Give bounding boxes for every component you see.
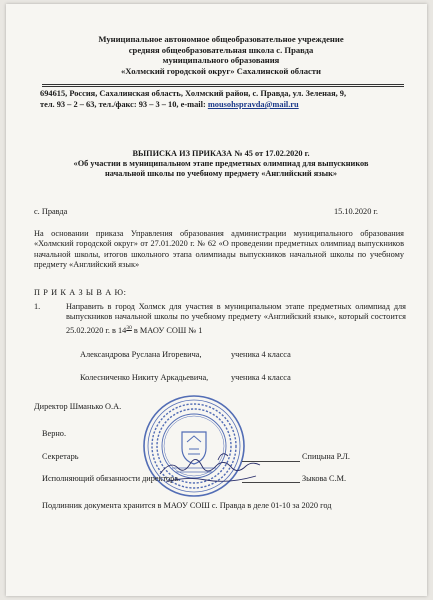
item-text-tail: в МАОУ СОШ № 1: [131, 325, 203, 335]
date-text: 15.10.2020 г.: [334, 207, 378, 216]
secretary-signature-line: [242, 461, 300, 462]
place-text: с. Правда: [34, 207, 68, 216]
student-name: Александрова Руслана Игоревича,: [80, 350, 202, 359]
title-line-1: ВЫПИСКА ИЗ ПРИКАЗА № 45 от 17.02.2020 г.: [132, 149, 310, 158]
acting-director-name: Зыкова С.М.: [302, 474, 347, 483]
header-line-1: Муниципальное автономное общеобразовательное учреждение: [98, 34, 344, 44]
header-divider-bottom: [42, 86, 404, 87]
acting-director-label: Исполняющий обязанности директора: [42, 474, 178, 483]
document-title: [36, 149, 406, 179]
acting-director-signature-line: [242, 482, 300, 483]
basis-paragraph: На основании приказа Управления образования администрации муниципального образования «Холмский городской округ» от 27.01.2020 г. № 62 «О проведении предметных олимпиад выпускников начальной школы, итогов школьного этапа олимпиады выпускников начальной школы по учебному предмету «Английский язык»: [34, 229, 404, 269]
order-item: [34, 302, 406, 336]
item-text-main: Направить в город Холмск для участия в муниципальном этапе предметных олимпиад для выпускников начальной школы по учебному предмету «Английский язык», который состоится 25.02.2020 г. в 14: [66, 302, 406, 335]
student-class: ученика 4 класса: [231, 350, 291, 359]
address-line-1: 694615, Россия, Сахалинская область, Холмский район, с. Правда, ул. Зеленая, 9,: [40, 89, 347, 98]
title-line-3: начальной школы по учебному предмету «Английский язык»: [104, 169, 338, 178]
school-address: [40, 88, 406, 110]
email-link[interactable]: mousohspravda@mail.ru: [207, 100, 299, 109]
header-divider-top: [42, 84, 404, 85]
order-heading: П Р И К А З Ы В А Ю:: [34, 288, 127, 297]
student-name: Колесниченко Никиту Аркадьевича,: [80, 373, 209, 382]
secretary-label: Секретарь: [42, 452, 79, 461]
header-line-2: средняя общеобразовательная школа с. Правда: [128, 44, 314, 55]
header-line-3: муниципального образования: [162, 55, 280, 65]
secretary-name: Спицына Р.Л.: [302, 452, 350, 461]
original-storage-note: Подлинник документа хранится в МАОУ СОШ с. Правда в деле 01-10 за 2020 год: [42, 501, 332, 510]
address-line-2: [40, 99, 406, 110]
time-superscript: 30: [126, 324, 132, 331]
item-number: 1.: [34, 302, 41, 311]
director-line: Директор Шманько О.А.: [34, 402, 122, 411]
student-class: ученика 4 класса: [231, 373, 291, 382]
header-line-4: «Холмский городской округ» Сахалинской области: [120, 65, 321, 76]
title-line-2: «Об участии в муниципальном этапе предметных олимпиад для выпускников: [73, 159, 369, 168]
phone-text: тел. 93 – 2 – 63, тел./факс: 93 – 3 – 10, e-mail:: [40, 100, 208, 109]
certified-label: Верно.: [42, 429, 67, 438]
school-header: [36, 34, 406, 76]
document-page: [6, 4, 427, 596]
item-text: [66, 302, 406, 336]
